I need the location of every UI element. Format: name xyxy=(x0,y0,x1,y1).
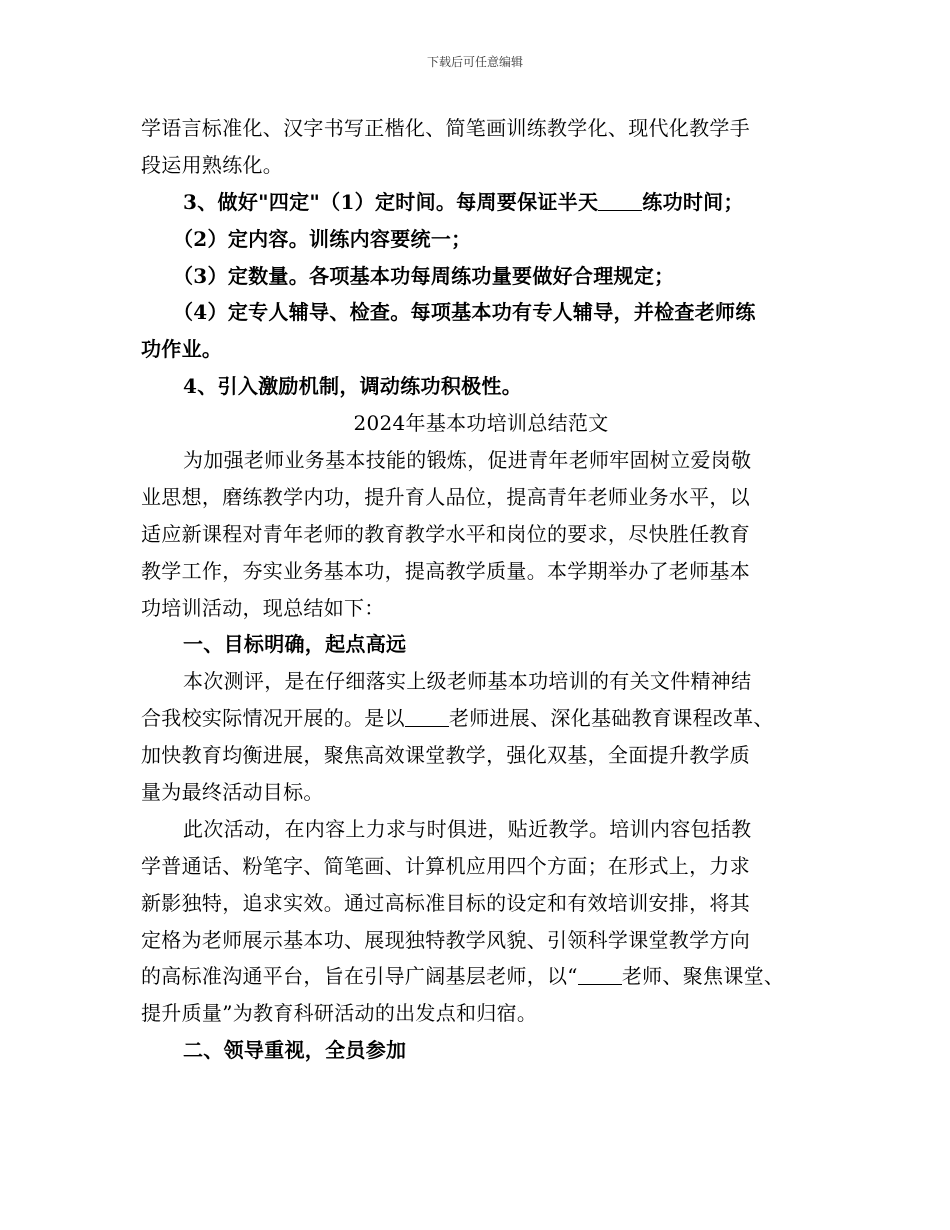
fill-blank xyxy=(578,962,622,985)
paragraph-line: 定格为老师展示基本功、展现独特教学风貌、引领科学课堂教学方向 xyxy=(141,927,750,952)
paragraph-line: 为加强老师业务基本技能的锻炼，促进青年老师牢固树立爱岗敬 xyxy=(183,448,752,473)
body-line: 段运用熟练化。 xyxy=(141,152,284,177)
paragraph-line: 学普通话、粉笔字、简笔画、计算机应用四个方面；在形式上，力求 xyxy=(141,853,750,878)
document-body xyxy=(141,110,821,1069)
fill-blank xyxy=(405,704,449,727)
paragraph-line: 合我校实际情况开展的。是以 老师进展、深化基础教育课程改革、 xyxy=(141,706,774,731)
paragraph-line: 此次活动，在内容上力求与时俱进，贴近教学。培训内容包括教 xyxy=(183,816,752,841)
list-item: （4）定专人辅导、检查。每项基本功有专人辅导，并检查老师练 xyxy=(173,300,756,325)
section-heading: 二、领导重视，全员参加 xyxy=(183,1038,407,1063)
paragraph-line: 教学工作，夯实业务基本功，提高教学质量。本学期举办了老师基本 xyxy=(141,558,750,583)
paragraph-line: 功培训活动，现总结如下： xyxy=(141,595,385,620)
list-item-four-fixes: 3、做好"四定"（1）定时间。每周要保证半天 练功时间； xyxy=(183,189,744,214)
document-title: 2024年基本功培训总结范文 xyxy=(353,411,609,436)
paragraph-line: 新影独特，追求实效。通过高标准目标的设定和有效培训安排，将其 xyxy=(141,890,750,915)
paragraph-line: 业思想，磨练教学内功，提升育人品位，提高青年老师业务水平，以 xyxy=(141,484,750,509)
paragraph-line: 本次测评，是在仔细落实上级老师基本功培训的有关文件精神结 xyxy=(183,669,752,694)
paragraph-line: 量为最终活动目标。 xyxy=(141,780,324,805)
paragraph-line: 适应新课程对青年老师的教育教学水平和岗位的要求，尽快胜任教育 xyxy=(141,521,750,546)
fill-blank xyxy=(598,188,642,211)
paragraph-line: 加快教育均衡进展，聚焦高效课堂教学，强化双基，全面提升教学质 xyxy=(141,743,750,768)
list-item: 4、引入激励机制，调动练功积极性。 xyxy=(183,374,523,399)
list-item: （3）定数量。各项基本功每周练功量要做好合理规定； xyxy=(173,263,675,288)
list-item: （2）定内容。训练内容要统一； xyxy=(173,226,472,251)
section-heading: 一、目标明确，起点高远 xyxy=(183,632,407,657)
paragraph-line: 提升质量”为教育科研活动的出发点和归宿。 xyxy=(141,1001,538,1026)
page-header: 下载后可任意编辑 xyxy=(426,55,523,69)
list-item-continuation: 功作业。 xyxy=(141,337,223,362)
paragraph-line: 的高标准沟通平台，旨在引导广阔基层老师，以“ 老师、聚焦课堂、 xyxy=(141,964,785,989)
body-line: 学语言标准化、汉字书写正楷化、简笔画训练教学化、现代化教学手 xyxy=(141,116,750,140)
